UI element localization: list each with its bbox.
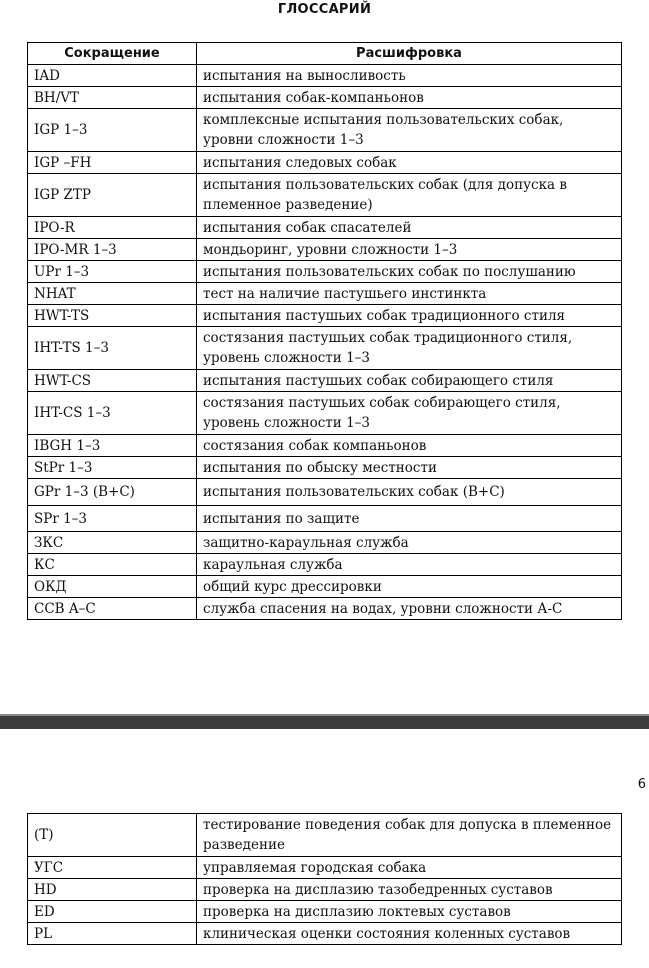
table-row: [28, 109, 622, 152]
meaning-cell: служба спасения на водах, уровни сложности А-С: [197, 598, 622, 620]
abbr-cell: КС: [28, 554, 197, 576]
page-separator: [0, 714, 649, 729]
abbr-cell: BH/VT: [28, 87, 197, 109]
meaning-cell: состязания пастушьих собак традиционного стиля, уровень сложности 1–3: [197, 327, 622, 370]
meaning-cell: испытания пользовательских собак (для допуска в племенное разведение): [197, 174, 622, 217]
abbr-cell: IBGH 1–3: [28, 435, 197, 457]
table-row: [28, 435, 622, 457]
meaning-cell: клиническая оценки состояния коленных суставов: [197, 923, 622, 945]
table-row: [28, 457, 622, 479]
abbr-cell: IAD: [28, 65, 197, 87]
meaning-cell: испытания пользовательских собак по послушанию: [197, 261, 622, 283]
table-row: [28, 283, 622, 305]
abbr-cell: IGP 1–3: [28, 109, 197, 152]
table-row: [28, 879, 622, 901]
table-row: [28, 65, 622, 87]
meaning-cell: испытания следовых собак: [197, 152, 622, 174]
table-row: [28, 239, 622, 261]
table-row: [28, 532, 622, 554]
abbr-cell: IHT-CS 1–3: [28, 392, 197, 435]
meaning-cell: испытания по защите: [197, 506, 622, 532]
table-row: [28, 598, 622, 620]
table-row: [28, 174, 622, 217]
page-number: 6: [637, 777, 646, 792]
abbr-cell: CCB A–C: [28, 598, 197, 620]
header-meaning: Расшифровка: [197, 43, 622, 65]
table-row: [28, 901, 622, 923]
meaning-cell: комплексные испытания пользовательских собак, уровни сложности 1–3: [197, 109, 622, 152]
abbr-cell: PL: [28, 923, 197, 945]
table-row: [28, 857, 622, 879]
table-row: [28, 152, 622, 174]
abbr-cell: (T): [28, 814, 197, 857]
meaning-cell: управляемая городская собака: [197, 857, 622, 879]
abbr-cell: SPr 1–3: [28, 506, 197, 532]
abbr-cell: ОКД: [28, 576, 197, 598]
abbr-cell: IHT-TS 1–3: [28, 327, 197, 370]
abbr-cell: ED: [28, 901, 197, 923]
page-title: ГЛОССАРИЙ: [277, 2, 372, 17]
abbr-cell: NHAT: [28, 283, 197, 305]
meaning-cell: испытания собак-компаньонов: [197, 87, 622, 109]
meaning-cell: состязания пастушьих собак собирающего стиля, уровень сложности 1–3: [197, 392, 622, 435]
header-abbreviation: Сокращение: [28, 43, 197, 65]
meaning-cell: тест на наличие пастушьего инстинкта: [197, 283, 622, 305]
glossary-table-continued: [27, 813, 622, 945]
table-header-row: [28, 43, 622, 65]
abbr-cell: UPr 1–3: [28, 261, 197, 283]
meaning-cell: испытания собак спасателей: [197, 217, 622, 239]
table-row: [28, 261, 622, 283]
meaning-cell: мондьоринг, уровни сложности 1–3: [197, 239, 622, 261]
meaning-cell: проверка на дисплазию локтевых суставов: [197, 901, 622, 923]
table-row: [28, 327, 622, 370]
abbr-cell: StPr 1–3: [28, 457, 197, 479]
table-row: [28, 576, 622, 598]
table-row: [28, 370, 622, 392]
table-row: [28, 392, 622, 435]
abbr-cell: HD: [28, 879, 197, 901]
abbr-cell: IGP –FH: [28, 152, 197, 174]
meaning-cell: испытания на выносливость: [197, 65, 622, 87]
meaning-cell: испытания по обыску местности: [197, 457, 622, 479]
meaning-cell: общий курс дрессировки: [197, 576, 622, 598]
table-row: [28, 305, 622, 327]
glossary-table: [27, 42, 622, 620]
abbr-cell: УГС: [28, 857, 197, 879]
table-row: [28, 923, 622, 945]
abbr-cell: ЗКС: [28, 532, 197, 554]
abbr-cell: GPr 1–3 (B+C): [28, 479, 197, 506]
meaning-cell: защитно-караульная служба: [197, 532, 622, 554]
abbr-cell: IPO-MR 1–3: [28, 239, 197, 261]
meaning-cell: тестирование поведения собак для допуска в племенное разведение: [197, 814, 622, 857]
meaning-cell: испытания пользовательских собак (B+C): [197, 479, 622, 506]
meaning-cell: караульная служба: [197, 554, 622, 576]
meaning-cell: испытания пастушьих собак собирающего стиля: [197, 370, 622, 392]
table-row: [28, 506, 622, 532]
table-row: [28, 554, 622, 576]
abbr-cell: HWT-TS: [28, 305, 197, 327]
table-row: [28, 814, 622, 857]
abbr-cell: HWT-CS: [28, 370, 197, 392]
abbr-cell: IGP ZTP: [28, 174, 197, 217]
meaning-cell: испытания пастушьих собак традиционного стиля: [197, 305, 622, 327]
table-row: [28, 217, 622, 239]
abbr-cell: IPO-R: [28, 217, 197, 239]
meaning-cell: состязания собак компаньонов: [197, 435, 622, 457]
table-row: [28, 87, 622, 109]
table-row: [28, 479, 622, 506]
meaning-cell: проверка на дисплазию тазобедренных суставов: [197, 879, 622, 901]
